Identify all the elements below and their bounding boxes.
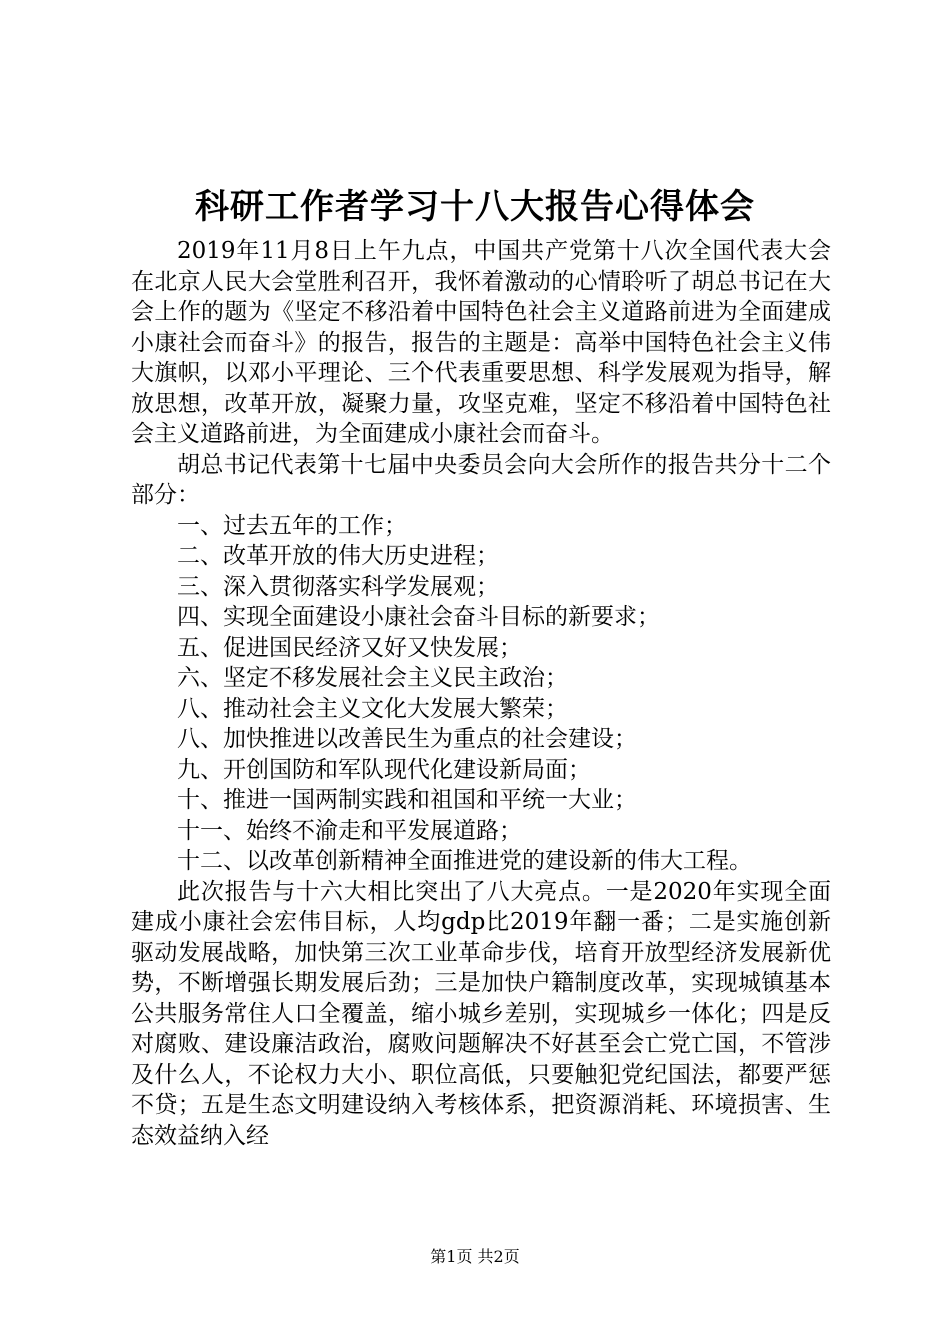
paragraph-intro: 2019年11月8日上午九点，中国共产党第十八次全国代表大会在北京人民大会堂胜利召开，我怀着激动的心情聆听了胡总书记在大会上作的题为《坚定不移沿着中国特色社会主义道路前进为全面建成小康社会而奋斗》的报告，报告的主题是：高举中国特色社会主义伟大旗帜，以邓小平理论、三个代表重要思想、科学发展观为指导，解放思想，改革开放，凝聚力量，攻坚克难，坚定不移沿着中国特色社会主义道路前进，为全面建成小康社会而奋斗。 [131, 238, 831, 447]
list-item: 一、过去五年的工作； [177, 512, 407, 539]
list-item: 二、改革开放的伟大历史进程； [177, 543, 499, 569]
report-sections-list [131, 511, 831, 877]
document-body [131, 236, 831, 1151]
paragraph-report-outline: 胡总书记代表第十七届中央委员会向大会所作的报告共分十二个部分： [131, 451, 831, 508]
page-footer: 第1页 共2页 [430, 1247, 520, 1266]
list-item: 八、加快推进以改善民生为重点的社会建设； [177, 726, 637, 752]
document-title: 科研工作者学习十八大报告心得体会 [195, 187, 755, 227]
list-item: 九、开创国防和军队现代化建设新局面； [177, 756, 591, 783]
list-item: 十二、以改革创新精神全面推进党的建设新的伟大工程。 [177, 848, 752, 874]
paragraph-highlights: 此次报告与十六大相比突出了八大亮点。一是2020年实现全面建成小康社会宏伟目标，人均gdp比2019年翻一番；二是实施创新驱动发展战略，加快第三次工业革命步伐，培育开放型经济发展新优势，不断增强长期发展后劲；三是加快户籍制度改革，实现城镇基本公共服务常住人口全覆盖，缩小城乡差别，实现城乡一体化；四是反对腐败、建设廉洁政治，腐败问题解决不好甚至会亡党亡国，不管涉及什么人，不论权力大小、职位高低，只要触犯党纪国法，都要严惩不贷；五是生态文明建设纳入考核体系，把资源消耗、环境损害、生态效益纳入经 [131, 878, 831, 1149]
list-item: 四、实现全面建设小康社会奋斗目标的新要求； [177, 604, 660, 630]
list-item: 三、深入贯彻落实科学发展观； [177, 573, 499, 600]
list-item: 十、推进一国两制实践和祖国和平统一大业； [177, 787, 637, 813]
list-item: 六、坚定不移发展社会主义民主政治； [177, 665, 568, 691]
list-item: 十一、始终不渝走和平发展道路； [177, 817, 522, 844]
list-item: 八、推动社会主义文化大发展大繁荣； [177, 695, 568, 722]
list-item: 五、促进国民经济又好又快发展； [177, 634, 522, 661]
